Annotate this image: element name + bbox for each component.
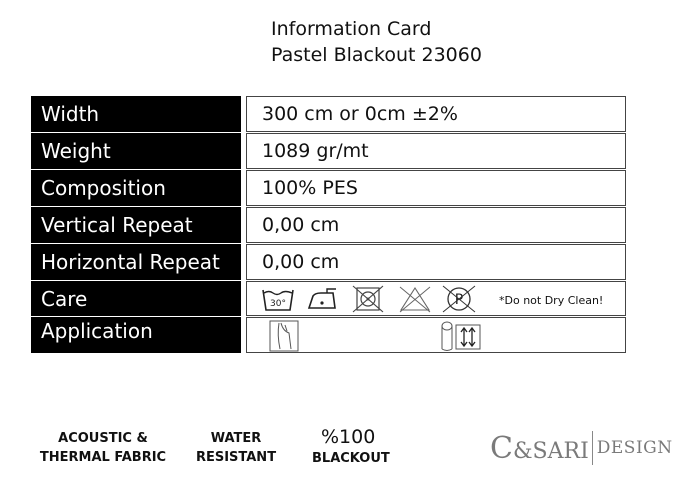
spec-row-composition [31, 170, 627, 206]
logo-divider [592, 431, 593, 465]
logo-subtitle: DESIGN [596, 438, 673, 458]
dry-clean-letter: P [454, 292, 464, 308]
brand-logo [490, 428, 673, 468]
spec-value: 100% PES [246, 170, 626, 206]
roll-vertical-icon [437, 319, 487, 353]
spec-row-vertical-repeat [31, 207, 627, 243]
logo-main [490, 431, 589, 466]
product-name: Pastel Blackout 23060 [271, 44, 482, 66]
no-bleach-icon [397, 284, 433, 314]
feature-water-line1: WATER [210, 431, 262, 446]
spec-label: Weight [31, 133, 241, 169]
blackout-percentage: %100 [321, 426, 376, 448]
spec-label: Care [31, 281, 241, 316]
application-value [246, 317, 626, 353]
feature-acoustic-line1: ACOUSTIC & [58, 431, 148, 446]
feature-acoustic [35, 429, 171, 467]
spec-label: Application [31, 317, 241, 353]
spec-value: 0,00 cm [246, 244, 626, 280]
card-title: Information Card [271, 18, 432, 40]
wash-temp: 30° [270, 299, 286, 309]
curtain-icon [267, 319, 301, 353]
spec-label: Width [31, 96, 241, 132]
logo-name: &SARI [512, 438, 589, 464]
spec-row-care [31, 281, 627, 316]
feature-water [190, 429, 282, 467]
no-dry-clean-icon [439, 284, 479, 314]
spec-row-weight [31, 133, 627, 169]
iron-low-icon [305, 284, 339, 314]
dry-clean-note: *Do not Dry Clean! [499, 294, 604, 307]
spec-row-horizontal-repeat [31, 244, 627, 280]
care-value [246, 281, 626, 316]
card-header [271, 16, 482, 68]
wash-30-icon [261, 284, 295, 314]
no-tumble-dry-icon [351, 284, 385, 314]
spec-value: 300 cm or 0cm ±2% [246, 96, 626, 132]
spec-label: Composition [31, 170, 241, 206]
feature-water-line2: RESISTANT [195, 450, 277, 465]
feature-acoustic-line2: THERMAL FABRIC [39, 450, 167, 465]
spec-value: 0,00 cm [246, 207, 626, 243]
spec-row-width [31, 96, 627, 132]
spec-label: Vertical Repeat [31, 207, 241, 243]
spec-value: 1089 gr/mt [246, 133, 626, 169]
spec-label: Horizontal Repeat [31, 244, 241, 280]
logo-initial: C [490, 430, 513, 466]
spec-row-application [31, 317, 627, 353]
blackout-label: BLACKOUT [312, 451, 390, 466]
